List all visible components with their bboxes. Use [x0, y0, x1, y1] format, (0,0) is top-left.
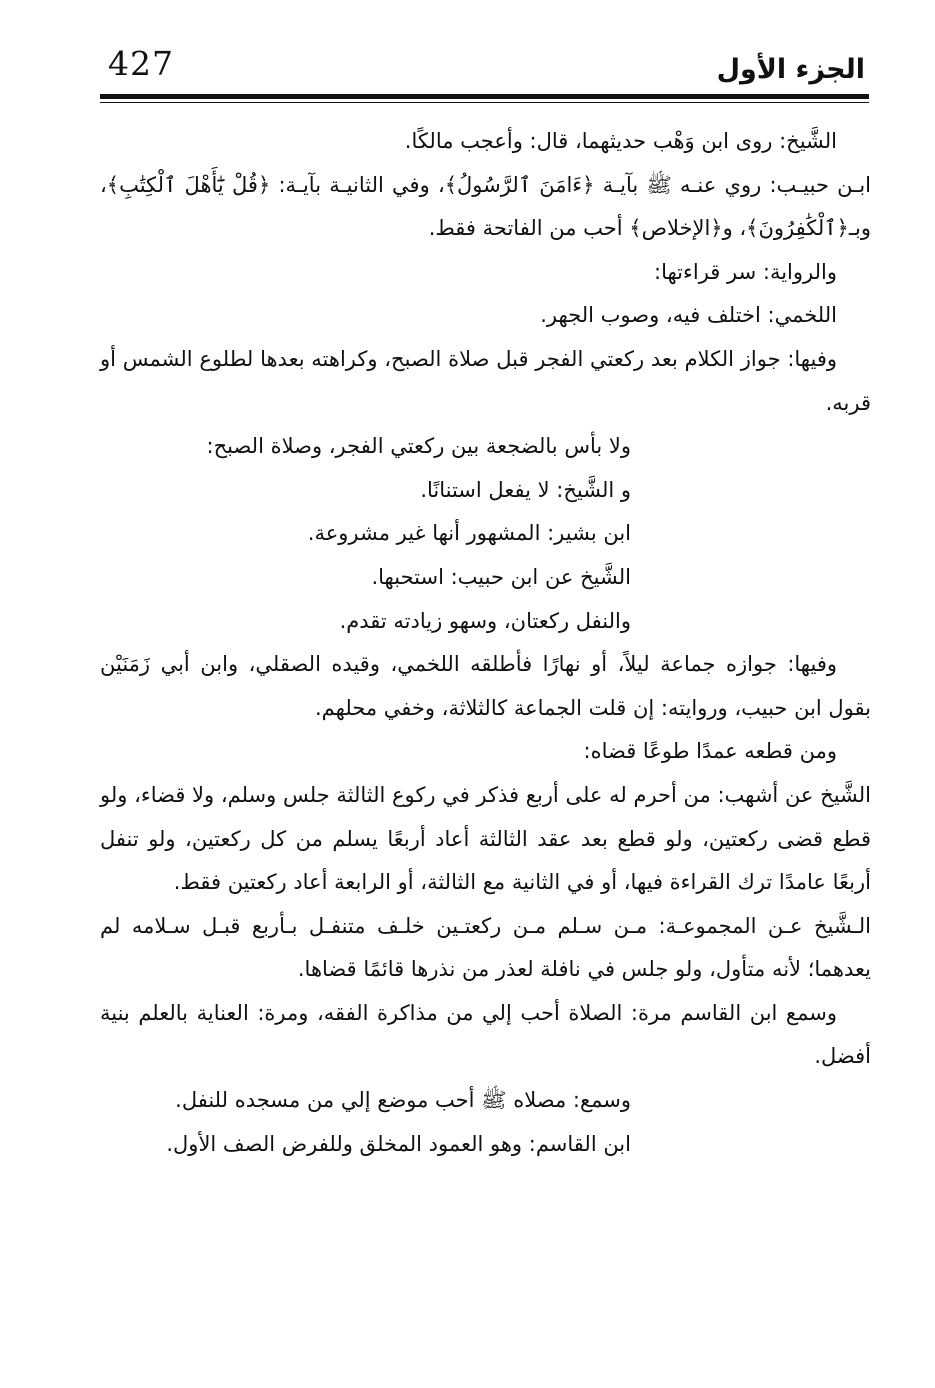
paragraph: الشَّيخ عن ابن حبيب: استحبها.: [371, 564, 631, 589]
paragraph: ومن قطعه عمدًا طوعًا قضاه:: [583, 739, 837, 764]
paragraph: ابـن حبيـب: روي عنـه ﷺ بآيـة ﴿ءَامَنَ ٱلرَّسُولُ﴾، وفي الثانيـة بآيـة: ﴿قُلْ يَٰٓأَهْلَ ٱلْكِتَٰبِ﴾، وبـ﴿ٱلْكَٰفِرُونَ﴾، و﴿الإخلاص﴾ أحب من الفاتحة فقط.: [100, 172, 871, 241]
paragraph: ولا بأس بالضجعة بين ركعتي الفجر، وصلاة الصبح:: [206, 434, 631, 459]
running-title: الجزء الأول: [716, 54, 865, 85]
paragraph: وفيها: جوازه جماعة ليلاً، أو نهارًا فأطلقه اللخمي، وقيده الصقلي، وابن أبي زَمَنَيْن بقول ابن حبيب، وروايته: إن قلت الجماعة كالثلاثة، وخفي محلهم.: [100, 652, 871, 720]
paragraph: ابن بشير: المشهور أنها غير مشروعة.: [307, 521, 631, 546]
paragraph: اللخمي: اختلف فيه، وصوب الجهر.: [540, 303, 837, 328]
paragraph: والرواية: سر قراءتها:: [654, 259, 837, 284]
page-number: 427: [108, 44, 174, 83]
header-rule-thin: [100, 102, 869, 103]
paragraph: و الشَّيخ: لا يفعل استنانًا.: [420, 477, 631, 502]
paragraph: والنفل ركعتان، وسهو زيادته تقدم.: [339, 608, 631, 633]
header-rule-thick: [100, 94, 869, 99]
paragraph: وفيها: جواز الكلام بعد ركعتي الفجر قبل صلاة الصبح، وكراهته بعدها لطلوع الشمس أو قربه.: [100, 346, 871, 415]
paragraph: ابن القاسم: وهو العمود المخلق وللفرض الصف الأول.: [166, 1131, 631, 1156]
paragraph: وسمع ابن القاسم مرة: الصلاة أحب إلي من مذاكرة الفقه، ومرة: العناية بالعلم بنية أفضل.: [100, 1000, 871, 1069]
paragraph: الـشَّيخ عـن المجموعـة: مـن سـلم مـن ركعتـين خلـف متنفـل بـأربع قبـل سـلامه لم يعدهما؛ لأنه متأول، ولو جلس في نافلة لعذر من نذرها قائمًا قضاها.: [100, 913, 871, 982]
body-text: [100, 120, 871, 1166]
paragraph: الشَّيخ عن أشهب: من أحرم له على أربع فذكر في ركوع الثالثة جلس وسلم، ولا قضاء، ولو قطع قضى ركعتين، ولو قطع بعد عقد الثالثة أعاد أربعًا يسلم من كل ركعتين، ولو تنفل أربعًا عامدًا ترك القراءة فيها، أو في الثانية مع الثالثة، أو الرابعة أعاد ركعتين فقط.: [100, 782, 871, 895]
paragraph: الشَّيخ: روى ابن وَهْب حديثهما، قال: وأعجب مالكًا.: [404, 129, 837, 153]
page-header: [100, 40, 865, 100]
paragraph: وسمع: مصلاه ﷺ أحب موضع إلي من مسجده للنفل.: [175, 1088, 631, 1113]
